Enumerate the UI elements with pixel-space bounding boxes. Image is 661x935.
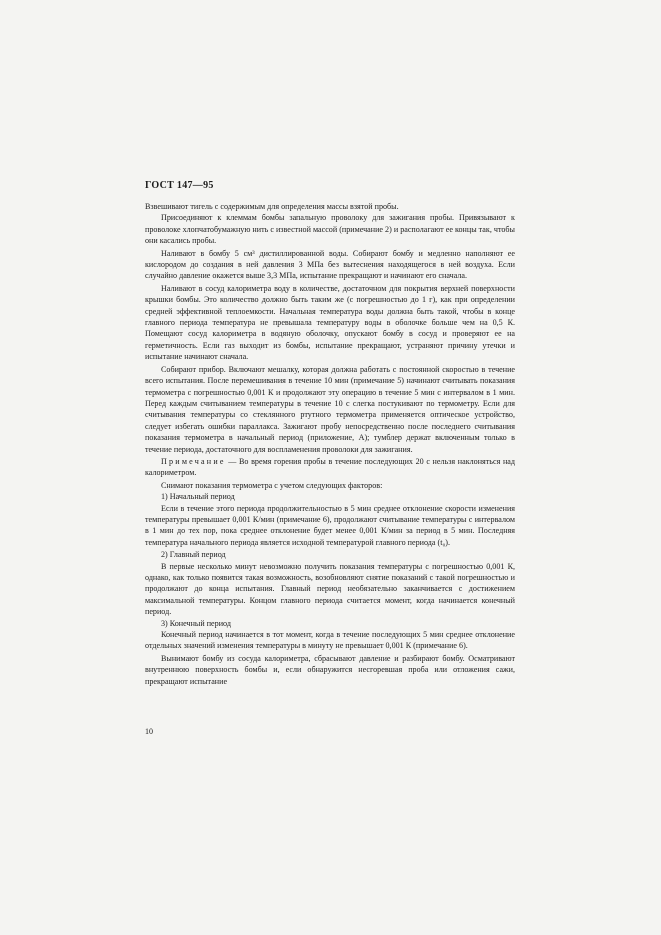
subheading-final-period: 3) Конечный период xyxy=(161,618,231,628)
paragraph-10: В первые несколько минут невозможно получить показания температуры с погрешностью 0,001 К, однако, как только появится такая возможность, возобновляют снятие показаний с такой погрешностью и продолжают до конца испытания. Главный период необязательно заканчивается с достижением максимальной температуры. Концом главного периода считается момент, когда начинается конечный период. xyxy=(145,561,515,617)
document-header: ГОСТ 147—95 xyxy=(145,180,214,191)
note-lead: Примечание xyxy=(161,456,226,466)
note-text: — Во время горения пробы в течение последующих 20 с нельзя наклоняться над калориметром. xyxy=(145,456,515,478)
paragraph-12: Конечный период начинается в тот момент, когда в течение последующих 5 мин среднее отклонение отдельных значений изменения температуры в минуту не превышает 0,001 К (примечание 6). xyxy=(145,630,515,651)
paragraph-3: Наливают в сосуд калориметра воду в количестве, достаточном для покрытия верхней поверхности крышки бомбы. Это количество должно быть таким же (с погрешностью до 1 г), как при определении средней эффективной теплоемкости. Начальная температура воды должна быть такой, чтобы в конце главного периода температура не превышала температуру воды в оболочке больше чем на 0,5 К. Помещают сосуд калориметра в водяную оболочку, опускают бомбу в сосуд и проверяют ее на герметичность. Если газ выходит из бомбы, испытание прекращают, устраняют причину утечки и испытание начинают сначала. xyxy=(145,283,515,362)
paragraph-8: Если в течение этого периода продолжительностью в 5 мин среднее отклонение скорости изменения температуры превышает 0,001 К/мин (примечание 6), продолжают считывание температуры с интервалом в 1 мин до тех пор, пока среднее отклонение будет менее 0,001 К/мин за период в 5 мин. Последняя температура начального периода является исходной температурой главного периода (t₀). xyxy=(145,503,515,547)
paragraph-4: Собирают прибор. Включают мешалку, которая должна работать с постоянной скоростью в течение всего испытания. После перемешивания в течение 10 мин (примечание 5) начинают считывать показания термометра с погрешностью 0,001 К и продолжают эту операцию в течение 5 мин с интервалом в 1 мин. Перед каждым считыванием температуры в течение 10 с слегка постукивают по термометру. Если для считывания температуры со стеклянного ртутного термометра применяется оптическое устройство, следует избегать ошибки параллакса. Зажигают пробу непосредственно после последнего считывания показания термометра в начальный период (приложение, А); тумблер держат включенным только в течение периода, достаточного для воспламенения проволоки для зажигания. xyxy=(145,364,515,454)
paragraph-6: Снимают показания термометра с учетом следующих факторов: xyxy=(161,480,383,490)
document-body xyxy=(145,201,515,687)
subheading-initial-period: 1) Начальный период xyxy=(161,492,235,502)
paragraph-2: Наливают в бомбу 5 см³ дистиллированной воды. Собирают бомбу и медленно наполняют ее кислородом до создания в ней давления 3 МПа без вытеснения находящегося в ней воздуха. Если случайно давление окажется выше 3,3 МПа, испытание прекращают и начинают его сначала. xyxy=(145,248,515,281)
paragraph-13: Вынимают бомбу из сосуда калориметра, сбрасывают давление и разбирают бомбу. Осматривают внутреннюю поверхность бомбы и, если обнаружится несгоревшая проба или отложения сажи, прекращают испытание xyxy=(145,653,515,686)
page-number: 10 xyxy=(145,727,153,736)
paragraph-1: Присоединяют к клеммам бомбы запальную проволоку для зажигания пробы. Привязывают к проволоке хлопчатобумажную нить с известной массой (примечание 2) и располагают ее концы так, чтобы они касались пробы. xyxy=(145,213,515,246)
note-paragraph xyxy=(145,456,515,479)
paragraph-0: Взвешивают тигель с содержимым для определения массы взятой пробы. xyxy=(145,202,399,211)
subheading-main-period: 2) Главный период xyxy=(161,550,226,560)
